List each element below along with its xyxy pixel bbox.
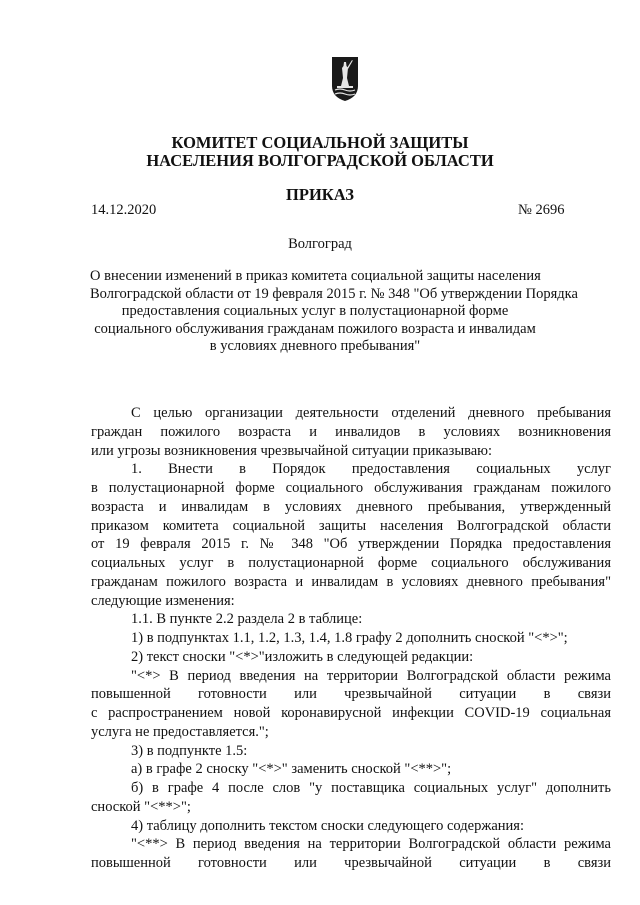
- body-text-line: повышенной готовности или чрезвычайной ситуации в связи: [91, 686, 611, 703]
- body-text-line: граждан пожилого возраста и инвалидов в условиях возникновения: [91, 423, 611, 440]
- document-body: [91, 404, 611, 873]
- body-text-line: 2) текст сноски "<*>"изложить в следующей редакции:: [131, 648, 474, 665]
- body-text-line: или угрозы возникновения чрезвычайной ситуации приказываю:: [91, 442, 493, 459]
- document-number: № 2696: [518, 202, 565, 218]
- body-text-line: от 19 февраля 2015 г. № 348 "Об утверждении Порядка предоставления: [91, 536, 611, 553]
- heading-line: Волгоградской области от 19 февраля 2015 г. № 348 "Об утверждении Порядка: [90, 285, 578, 302]
- body-text-line: следующие изменения:: [91, 592, 235, 609]
- document-type: ПРИКАЗ: [286, 185, 354, 204]
- heading-line: в условиях дневного пребывания": [209, 338, 421, 354]
- org-name-line1: КОМИТЕТ СОЦИАЛЬНОЙ ЗАЩИТЫ: [171, 133, 469, 152]
- body-text-line: 3) в подпункте 1.5:: [131, 742, 248, 759]
- body-text-line: С целью организации деятельности отделений дневного пребывания: [131, 405, 611, 421]
- heading-line: О внесении изменений в приказ комитета социальной защиты населения: [90, 268, 541, 284]
- body-text-line: гражданам пожилого возраста и инвалидам в условиях дневного пребывания": [91, 573, 611, 590]
- body-text-line: сноской "<**>";: [91, 798, 191, 815]
- document-date: 14.12.2020: [91, 202, 157, 218]
- heading-line: предоставления социальных услуг в полустационарной форме: [121, 303, 509, 319]
- body-text-line: приказом комитета социальной защиты населения Волгоградской области: [91, 517, 611, 534]
- body-text-line: возраста и инвалидам в условиях дневного пребывания, утвержденный: [91, 498, 611, 515]
- coat-of-arms-icon: [331, 56, 359, 102]
- body-text-line: 1. Внести в Порядок предоставления социальных услуг: [131, 461, 611, 478]
- body-text-line: "<**> В период введения на территории Волгоградской области режима: [131, 836, 611, 853]
- body-text-line: социальных услуг в полустационарной форме социального обслуживания: [91, 555, 611, 571]
- body-text-line: повышенной готовности или чрезвычайной ситуации в связи: [91, 855, 611, 871]
- body-text-line: в полустационарной форме социального обслуживания гражданам пожилого: [91, 480, 611, 496]
- body-text-line: услуга не предоставляется.";: [91, 723, 269, 740]
- body-text-line: с распространением новой коронавирусной инфекции COVID-19 социальная: [91, 705, 611, 721]
- heading-line: социального обслуживания гражданам пожилого возраста и инвалидам: [94, 320, 536, 337]
- body-text-line: 1) в подпунктах 1.1, 1.2, 1.3, 1.4, 1.8 графу 2 дополнить сноской "<*>";: [131, 630, 568, 646]
- body-text-line: а) в графе 2 сноску "<*>" заменить сноской "<**>";: [131, 761, 452, 778]
- document-heading: [90, 268, 578, 356]
- body-text-line: "<*> В период введения на территории Волгоградской области режима: [131, 667, 611, 684]
- org-name-line2: НАСЕЛЕНИЯ ВОЛГОГРАДСКОЙ ОБЛАСТИ: [146, 151, 494, 170]
- city-name: Волгоград: [288, 236, 352, 252]
- body-text-line: 1.1. В пункте 2.2 раздела 2 в таблице:: [131, 611, 363, 628]
- body-text-line: 4) таблицу дополнить текстом сноски следующего содержания:: [131, 817, 525, 834]
- body-text-line: б) в графе 4 после слов "у поставщика социальных услуг" дополнить: [131, 780, 611, 796]
